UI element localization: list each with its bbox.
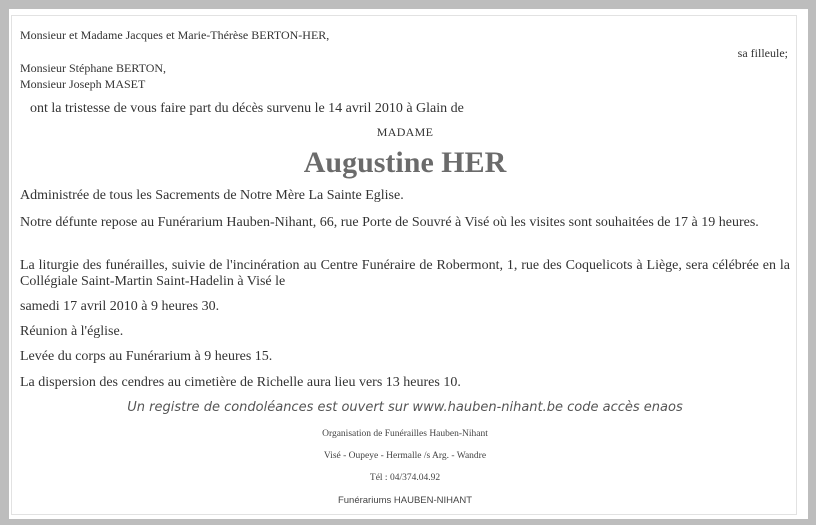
paragraph-funerarium: Notre défunte repose au Funérarium Hauben-Nihant, 66, rue Porte de Souvré à Visé où les visites sont souhaitées de 17 à 19 heures. bbox=[20, 215, 759, 230]
intro-text: ont la tristesse de vous faire part du décès survenu le 14 avril 2010 à Glain de bbox=[30, 101, 464, 116]
paragraph-date: samedi 17 avril 2010 à 9 heures 30. bbox=[20, 299, 220, 314]
paragraph-liturgy: La liturgie des funérailles, suivie de l'incinération au Centre Funéraire de Robermont, 1, rue des Coquelicots à Liège, sera célébrée en la Collégiale Saint-Martin Saint-Hadelin à Visé le bbox=[20, 258, 790, 289]
relative-name: Monsieur Joseph MASET bbox=[20, 77, 146, 91]
footer-phone: Tél : 04/374.04.92 bbox=[369, 473, 441, 483]
relative-name: Monsieur Stéphane BERTON, bbox=[20, 61, 167, 75]
paragraph-levee: Levée du corps au Funérarium à 9 heures 15. bbox=[20, 349, 273, 364]
footer-organisation: Organisation de Funérailles Hauben-Nihant bbox=[322, 429, 488, 439]
paragraph-sacraments: Administrée de tous les Sacrements de Notre Mère La Sainte Eglise. bbox=[20, 188, 404, 203]
footer-funerariums: Funérariums HAUBEN-NIHANT bbox=[337, 495, 473, 506]
parents-line: Monsieur et Madame Jacques et Marie-Thérèse BERTON-HER, bbox=[20, 28, 330, 42]
filleule-label: sa filleule; bbox=[737, 46, 788, 60]
footer-locations: Visé - Oupeye - Hermalle /s Arg. - Wandre bbox=[323, 451, 487, 461]
death-notice bbox=[11, 15, 797, 515]
paragraph-meeting: Réunion à l'église. bbox=[20, 324, 124, 339]
title-madame: MADAME bbox=[376, 125, 434, 139]
deceased-name: Augustine HER bbox=[303, 146, 507, 179]
paragraph-dispersion: La dispersion des cendres au cimetière de Richelle aura lieu vers 13 heures 10. bbox=[20, 375, 461, 390]
registry-note: Un registre de condoléances est ouvert sur www.hauben-nihant.be code accès enaos bbox=[127, 400, 683, 415]
